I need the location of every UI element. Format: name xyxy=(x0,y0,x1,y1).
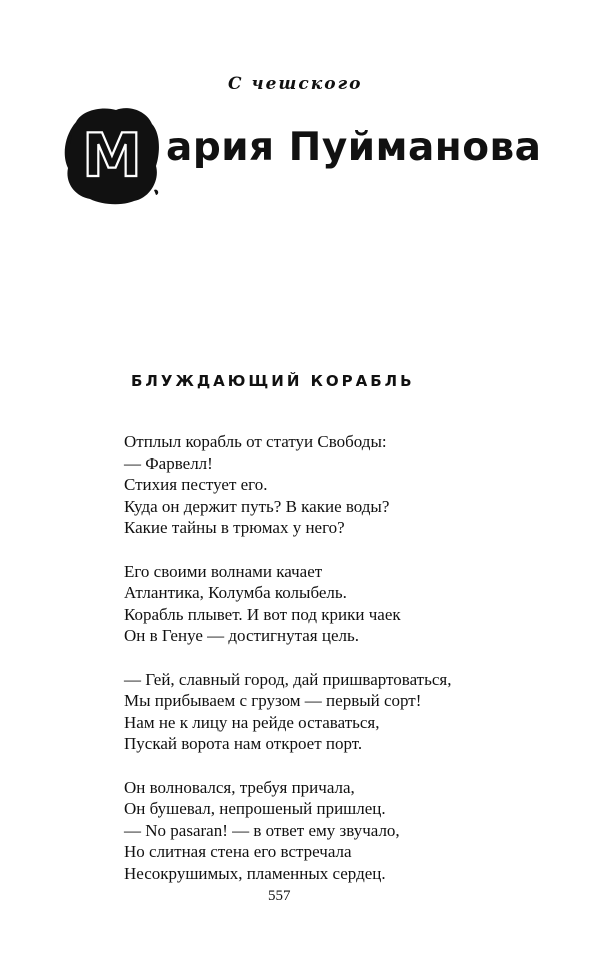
poem-line: Он бушевал, непрошеный пришлец. xyxy=(124,799,386,818)
poem-body xyxy=(124,431,504,906)
poem-line: Атлантика, Колумба колыбель. xyxy=(124,583,347,602)
poem-line: Мы прибываем с грузом — первый сорт! xyxy=(124,691,422,710)
author-name-rest: ария Пуйманова xyxy=(166,125,542,170)
author-initial-letter: М xyxy=(82,121,142,191)
author-name-heading xyxy=(62,100,542,210)
poem-line: Отплыл корабль от статуи Свободы: xyxy=(124,432,387,451)
poem-line: Нам не к лицу на рейде оставаться, xyxy=(124,712,380,732)
poem-line: Какие тайны в трюмах у него? xyxy=(124,518,345,537)
poem-line: Стихия пестует его. xyxy=(124,475,268,494)
poem-line: — Гей, славный город, дай пришвартоваться, xyxy=(124,669,452,689)
poem-line: Но слитная стена его встречала xyxy=(124,842,352,861)
poem-title: БЛУЖДАЮЩИЙ КОРАБЛЬ xyxy=(131,372,415,390)
poem-line: Несокрушимых, пламенных сердец. xyxy=(124,863,386,883)
poem-line: Он волновался, требуя причала, xyxy=(124,777,355,797)
page-number: 557 xyxy=(268,888,291,904)
poem-line: — Фарвелл! xyxy=(124,453,213,473)
stanza-3 xyxy=(124,669,504,755)
stanza-2 xyxy=(124,561,504,647)
poem-line: Он в Генуе — достигнутая цель. xyxy=(124,626,359,645)
poem-line: — No pasaran! — в ответ ему звучало, xyxy=(124,820,400,840)
stanza-4 xyxy=(124,777,504,885)
poem-line: Куда он держит путь? В какие воды? xyxy=(124,496,390,516)
poem-line: Пускай ворота нам откроет порт. xyxy=(124,734,363,753)
poem-line: Корабль плывет. И вот под крики чаек xyxy=(124,604,401,624)
stanza-1 xyxy=(124,431,504,539)
translation-note: С чешского xyxy=(228,74,363,94)
poem-line: Его своими волнами качает xyxy=(124,561,323,581)
author-initial-ink-blot xyxy=(62,104,162,206)
